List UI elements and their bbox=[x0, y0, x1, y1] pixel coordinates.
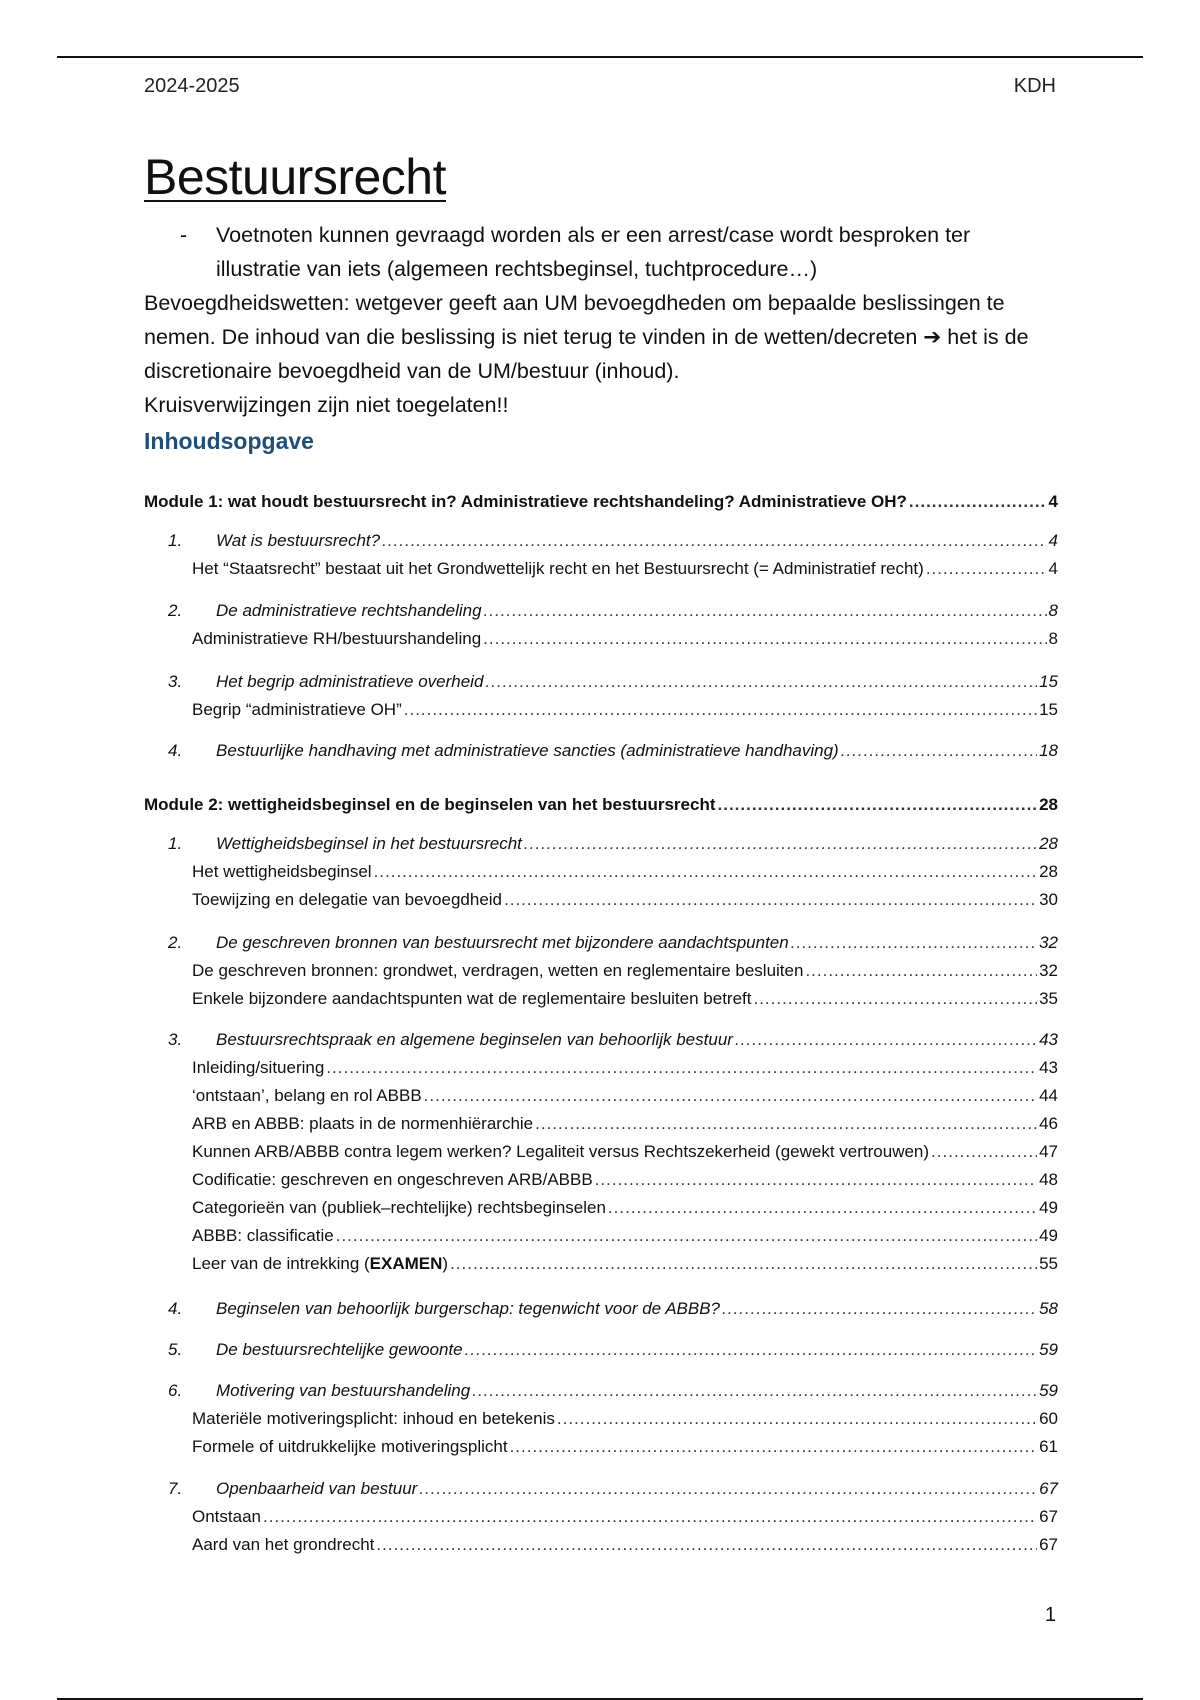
toc-section bbox=[144, 668, 1058, 724]
toc-entry[interactable]: 5. De bestuursrechtelijke gewoonte ..... 59 bbox=[144, 1336, 1058, 1364]
bullet-marker: - bbox=[180, 223, 188, 247]
page-number: 1 bbox=[1044, 1604, 1056, 1626]
toc-section bbox=[144, 1336, 1058, 1364]
intro-paragraph-1: Bevoegdheidswetten: wetgever geeft aan UM bevoegdheden om bepaalde beslissingen te nemen. De inhoud van die beslissing is niet terug te vinden in de wetten/decreten ➔ het is de discretionaire bevoegdheid van de UM/bestuur (inhoud). bbox=[144, 291, 1029, 383]
toc-entry[interactable]: 4. Bestuurlijke handhaving met administratieve sancties (administratieve handhaving) ..... 18 bbox=[144, 737, 1058, 765]
toc-entry[interactable]: 4. Beginselen van behoorlijk burgerschap: tegenwicht voor de ABBB? ..... 58 bbox=[144, 1295, 1058, 1323]
toc-section bbox=[144, 737, 1058, 765]
toc-section bbox=[144, 597, 1058, 653]
toc-entry[interactable]: Materiële motiveringsplicht: inhoud en betekenis ..... 60 bbox=[144, 1405, 1058, 1433]
bullet-item bbox=[144, 218, 1056, 286]
toc-section bbox=[144, 1295, 1058, 1323]
toc-entry[interactable]: Aard van het grondrecht ..... 67 bbox=[144, 1531, 1058, 1559]
toc-entry[interactable]: Formele of uitdrukkelijke motiveringsplicht ..... 61 bbox=[144, 1433, 1058, 1461]
toc-section bbox=[144, 830, 1058, 914]
toc-entry[interactable]: Leer van de intrekking (EXAMEN) ..... 55 bbox=[144, 1250, 1058, 1278]
page-header bbox=[144, 75, 1056, 98]
toc-entry[interactable]: Categorieën van (publiek–rechtelijke) rechtsbeginselen ..... 49 bbox=[144, 1194, 1058, 1222]
toc-entry[interactable]: 2. De administratieve rechtshandeling ..... 8 bbox=[144, 597, 1058, 625]
toc-entry[interactable]: Ontstaan ..... 67 bbox=[144, 1503, 1058, 1531]
toc-entry[interactable]: De geschreven bronnen: grondwet, verdragen, wetten en reglementaire besluiten ..... 32 bbox=[144, 957, 1058, 985]
toc-entry[interactable]: Het wettigheidsbeginsel ..... 28 bbox=[144, 858, 1058, 886]
document-title: Bestuursrecht bbox=[144, 149, 446, 205]
header-author: KDH bbox=[1013, 75, 1056, 97]
bullet-text: Voetnoten kunnen gevraagd worden als er een arrest/case wordt besproken ter illustratie van iets (algemeen rechtsbeginsel, tuchtprocedure…) bbox=[216, 223, 971, 281]
toc-entry[interactable]: Administratieve RH/bestuurshandeling ..... 8 bbox=[144, 625, 1058, 653]
toc-entry[interactable]: Module 2: wettigheidsbeginsel en de beginselen van het bestuursrecht ..... 28 bbox=[144, 791, 1058, 819]
toc-entry[interactable]: 1. Wettigheidsbeginsel in het bestuursrecht ..... 28 bbox=[144, 830, 1058, 858]
toc-entry[interactable]: 7. Openbaarheid van bestuur ..... 67 bbox=[144, 1475, 1058, 1503]
toc-section bbox=[144, 1026, 1058, 1278]
toc-entry[interactable]: 2. De geschreven bronnen van bestuursrecht met bijzondere aandachtspunten ..... 32 bbox=[144, 929, 1058, 957]
toc-entry[interactable]: ABBB: classificatie ..... 49 bbox=[144, 1222, 1058, 1250]
toc-entry[interactable]: Module 1: wat houdt bestuursrecht in? Administratieve rechtshandeling? Administratieve OH? ..... 4 bbox=[144, 488, 1058, 516]
top-rule bbox=[57, 56, 1143, 58]
toc-entry[interactable]: ARB en ABBB: plaats in de normenhiërarchie ..... 46 bbox=[144, 1110, 1058, 1138]
toc-section bbox=[144, 527, 1058, 583]
toc-section bbox=[144, 929, 1058, 1013]
toc-heading: Inhoudsopgave bbox=[144, 428, 314, 454]
intro-text bbox=[144, 286, 1056, 422]
toc-entry[interactable]: Inleiding/situering ..... 43 bbox=[144, 1054, 1058, 1082]
toc-entry[interactable]: 3. Bestuursrechtspraak en algemene beginselen van behoorlijk bestuur ..... 43 bbox=[144, 1026, 1058, 1054]
toc-entry[interactable]: Enkele bijzondere aandachtspunten wat de reglementaire besluiten betreft ..... 35 bbox=[144, 985, 1058, 1013]
exam-marker: EXAMEN bbox=[369, 1254, 443, 1273]
toc-section bbox=[144, 1475, 1058, 1559]
toc-entry[interactable]: Begrip “administratieve OH” ..... 15 bbox=[144, 696, 1058, 724]
header-year: 2024-2025 bbox=[144, 75, 240, 97]
toc-entry[interactable]: 3. Het begrip administratieve overheid ..... 15 bbox=[144, 668, 1058, 696]
toc-module-2 bbox=[144, 791, 1058, 819]
toc-entry[interactable]: ‘ontstaan’, belang en rol ABBB ..... 44 bbox=[144, 1082, 1058, 1110]
toc-entry[interactable]: Het “Staatsrecht” bestaat uit het Grondwettelijk recht en het Bestuursrecht (= Administratief recht) ..... 4 bbox=[144, 555, 1058, 583]
toc-entry[interactable]: Kunnen ARB/ABBB contra legem werken? Legaliteit versus Rechtszekerheid (gewekt vertrouwen) ..... 47 bbox=[144, 1138, 1058, 1166]
toc-section bbox=[144, 1377, 1058, 1461]
toc-entry[interactable]: 6. Motivering van bestuurshandeling ..... 59 bbox=[144, 1377, 1058, 1405]
toc-entry[interactable]: 1. Wat is bestuursrecht? ..... 4 bbox=[144, 527, 1058, 555]
toc-entry[interactable]: Codificatie: geschreven en ongeschreven ARB/ABBB ..... 48 bbox=[144, 1166, 1058, 1194]
toc-entry[interactable]: Toewijzing en delegatie van bevoegdheid ..... 30 bbox=[144, 886, 1058, 914]
intro-paragraph-2: Kruisverwijzingen zijn niet toegelaten!! bbox=[144, 393, 509, 417]
toc-module-1 bbox=[144, 488, 1058, 516]
